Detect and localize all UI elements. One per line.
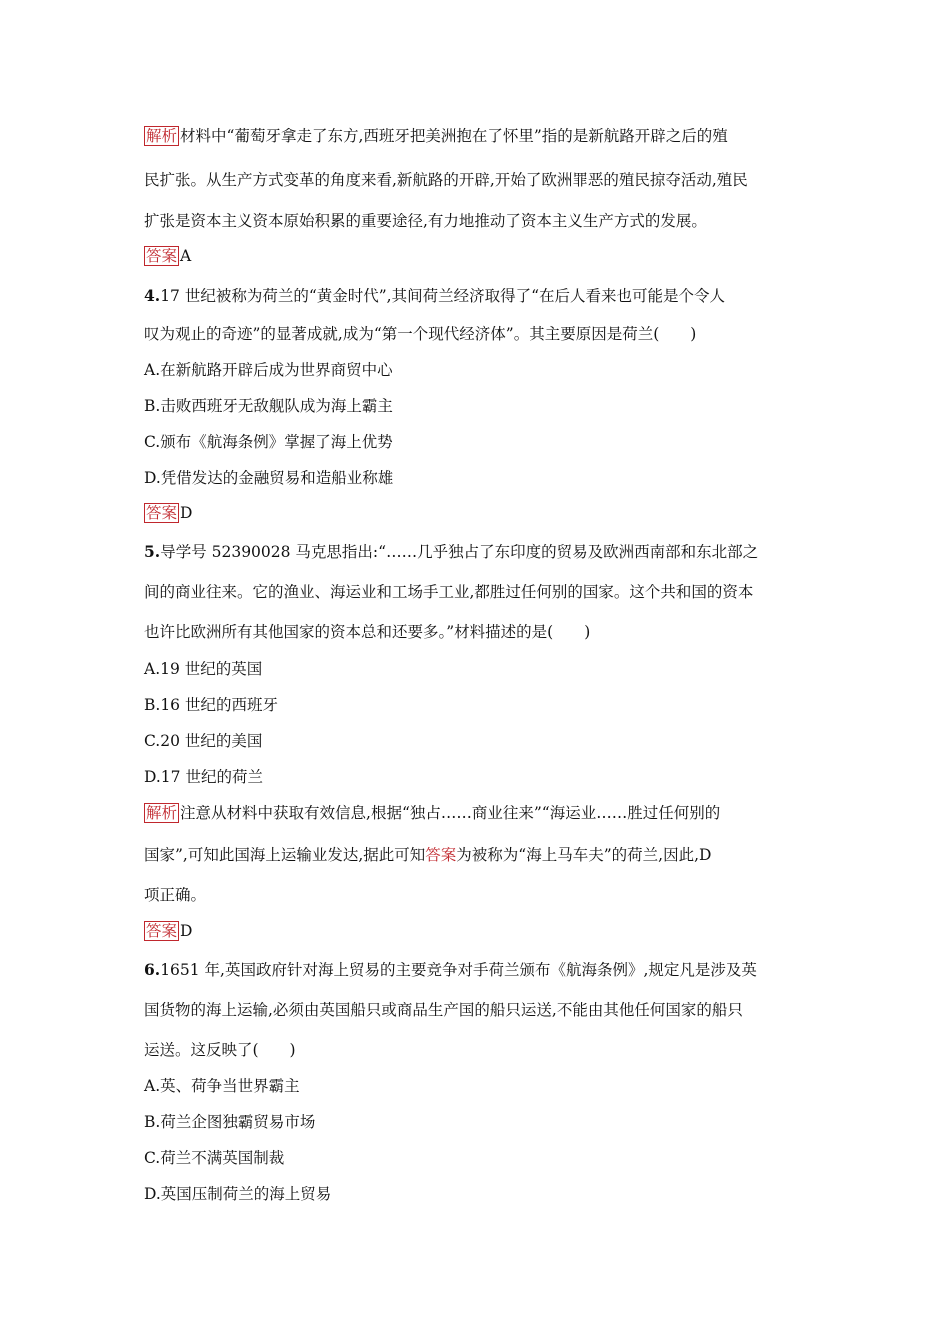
q5-analysis-line-1 xyxy=(144,803,720,823)
analysis-tag: 解析 xyxy=(146,127,178,145)
q6-stem-text-1: 1651 年,英国政府针对海上贸易的主要竞争对手荷兰颁布《航海条例》,规定凡是涉及英 xyxy=(160,961,757,979)
q4-stem-text-1: 17 世纪被称为荷兰的“黄金时代”,其间荷兰经济取得了“在后人看来也可能是个令人 xyxy=(160,287,726,305)
answer-tag: 答案 xyxy=(146,922,178,940)
q6-option-b: B.荷兰企图独霸贸易市场 xyxy=(144,1113,316,1131)
q4-answer xyxy=(144,503,192,523)
answer-tag: 答案 xyxy=(146,247,178,265)
q5-analysis-text-1: 注意从材料中获取有效信息,根据“独占……商业往来”“海运业……胜过任何别的 xyxy=(180,804,721,822)
q5-analysis-text-2b: 为被称为“海上马车夫”的荷兰,因此,D xyxy=(456,846,712,864)
q6-option-a: A.英、荷争当世界霸主 xyxy=(144,1077,300,1095)
q6-stem-line-1 xyxy=(144,960,757,980)
q5-option-d: D.17 世纪的荷兰 xyxy=(144,768,263,786)
q4-option-d: D.凭借发达的金融贸易和造船业称雄 xyxy=(144,469,394,487)
q6-option-c: C.荷兰不满英国制裁 xyxy=(144,1149,285,1167)
answer-tag: 答案 xyxy=(146,504,178,522)
q6-stem-line-3: 运送。这反映了( ) xyxy=(144,1041,296,1059)
q5-option-a: A.19 世纪的英国 xyxy=(144,660,263,678)
q5-stem-line-1 xyxy=(144,542,758,562)
q5-option-b: B.16 世纪的西班牙 xyxy=(144,696,278,714)
q5-analysis-text-2a: 国家”,可知此国海上运输业发达,据此可知 xyxy=(144,846,426,864)
q4-option-b: B.击败西班牙无敌舰队成为海上霸主 xyxy=(144,397,393,415)
q3-answer-value: A xyxy=(180,247,192,265)
q5-answer xyxy=(144,921,192,941)
q5-analysis-line-2 xyxy=(144,845,711,865)
q5-stem-line-2: 间的商业往来。它的渔业、海运业和工场手工业,都胜过任何别的国家。这个共和国的资本 xyxy=(144,583,754,601)
q4-answer-value: D xyxy=(180,504,193,522)
q3-answer xyxy=(144,246,191,266)
q3-analysis-line-3: 扩张是资本主义资本原始积累的重要途径,有力地推动了资本主义生产方式的发展。 xyxy=(144,212,707,230)
q5-answer-value: D xyxy=(180,922,193,940)
analysis-tag: 解析 xyxy=(146,804,178,822)
q4-option-c: C.颁布《航海条例》掌握了海上优势 xyxy=(144,433,393,451)
q5-option-c: C.20 世纪的美国 xyxy=(144,732,263,750)
q5-stem-text-1: 导学号 52390028 马克思指出:“……几乎独占了东印度的贸易及欧洲西南部和东北部之 xyxy=(160,543,759,561)
answer-inline-word: 答案 xyxy=(425,846,457,864)
q5-number: 5. xyxy=(144,542,161,561)
q4-option-a: A.在新航路开辟后成为世界商贸中心 xyxy=(144,361,393,379)
q5-stem-line-3: 也许比欧洲所有其他国家的资本总和还要多。”材料描述的是( ) xyxy=(144,623,591,641)
q6-number: 6. xyxy=(144,960,161,979)
q6-option-d: D.英国压制荷兰的海上贸易 xyxy=(144,1185,332,1203)
q3-analysis-line-2: 民扩张。从生产方式变革的角度来看,新航路的开辟,开始了欧洲罪恶的殖民掠夺活动,殖民 xyxy=(144,171,748,189)
q5-analysis-line-3: 项正确。 xyxy=(144,886,207,904)
q4-stem-line-1 xyxy=(144,286,725,306)
q6-stem-line-2: 国货物的海上运输,必须由英国船只或商品生产国的船只运送,不能由其他任何国家的船只 xyxy=(144,1001,743,1019)
q3-analysis-text-1: 材料中“葡萄牙拿走了东方,西班牙把美洲抱在了怀里”指的是新航路开辟之后的殖 xyxy=(180,127,728,145)
q3-analysis-line-1 xyxy=(144,126,728,146)
q4-number: 4. xyxy=(144,286,161,305)
q4-stem-line-2: 叹为观止的奇迹”的显著成就,成为“第一个现代经济体”。其主要原因是荷兰( ) xyxy=(144,325,697,343)
